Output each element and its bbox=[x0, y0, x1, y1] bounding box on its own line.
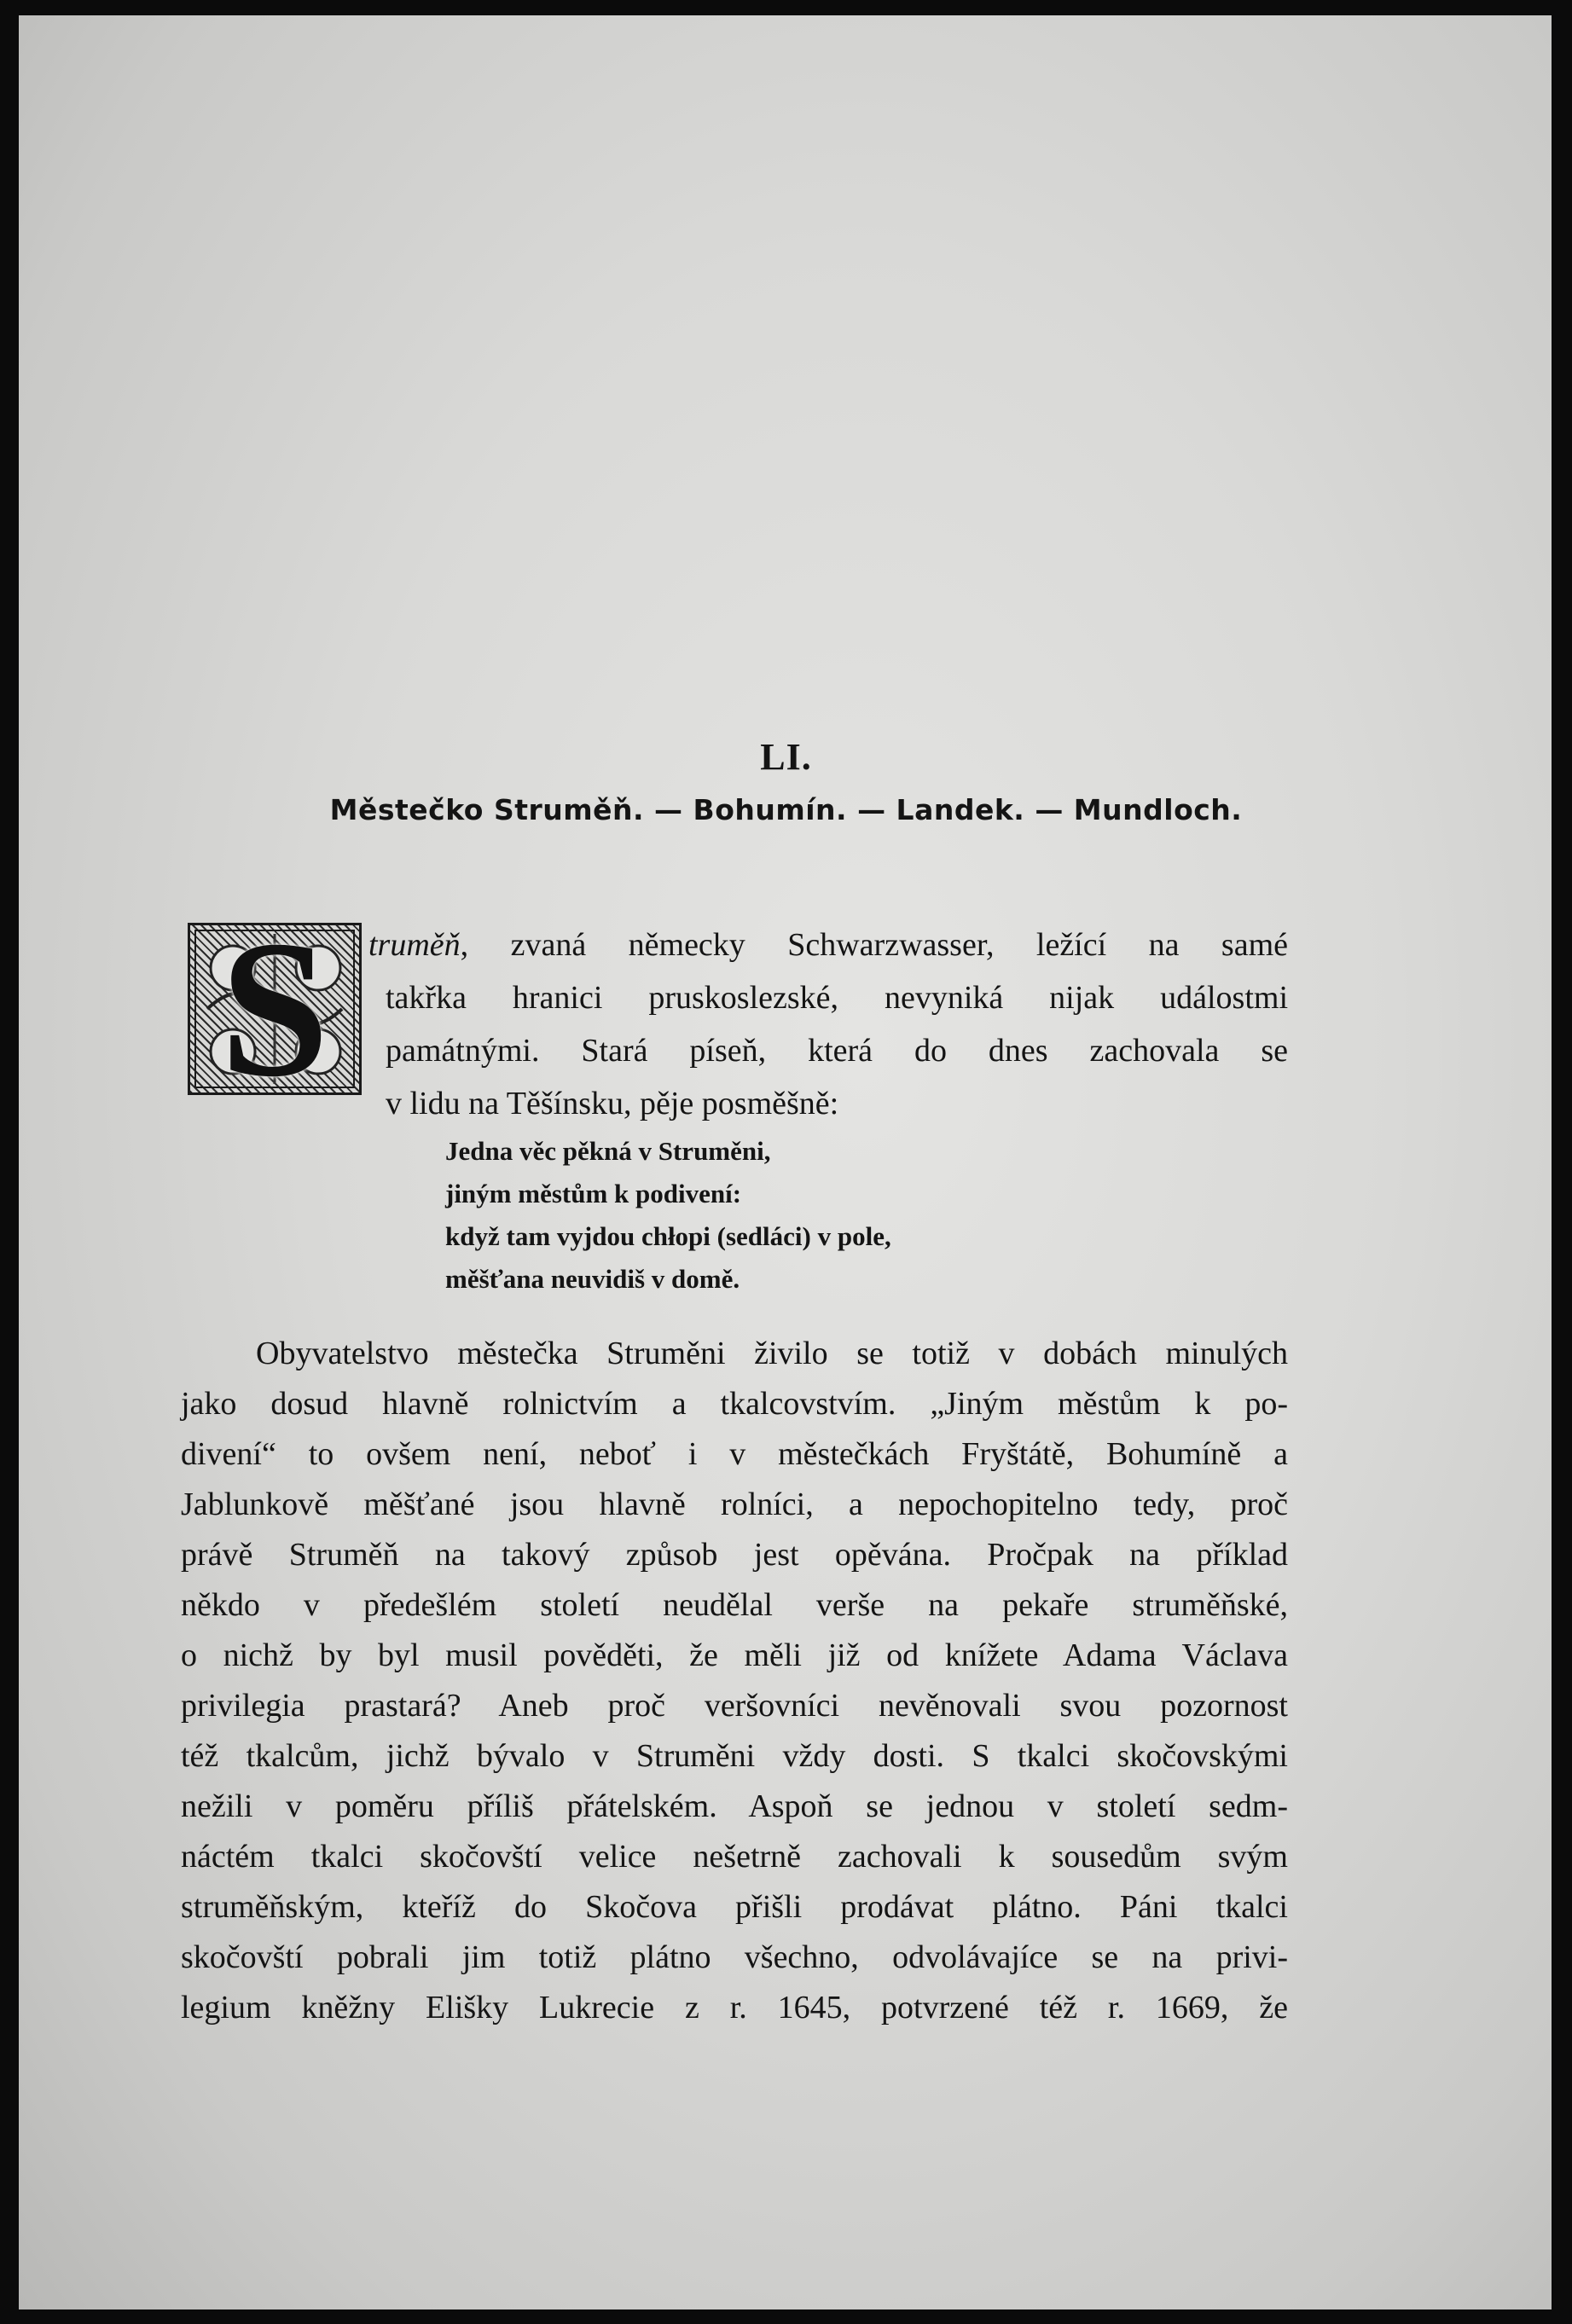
body-line: nežili v poměru příliš přátelském. Aspoň se jednou v století sedm- bbox=[181, 1788, 1288, 1824]
body-line: legium kněžny Elišky Lukrecie z r. 1645, potvrzené též r. 1669, že bbox=[181, 1990, 1288, 2026]
body-line: právě Struměň na takový způsob jest opěvána. Pročpak na příklad bbox=[181, 1537, 1288, 1573]
chapter-number: LI. bbox=[760, 736, 812, 778]
opening-line: památnými. Stará píseň, která do dnes zachovala se bbox=[386, 1033, 1288, 1069]
body-line: též tkalcům, jichž bývalo v Struměni vždy dosti. S tkalci skočovskými bbox=[181, 1738, 1288, 1774]
opening-line bbox=[368, 924, 1288, 965]
drop-cap-letter: S bbox=[220, 923, 329, 1095]
body-line: divení“ to ovšem není, neboť i v městečkách Fryštátě, Bohumíně a bbox=[181, 1436, 1288, 1472]
opening-first-line-rest: , zvaná německy Schwarzwasser, ležící na samé bbox=[460, 927, 1288, 963]
drop-cap-ornament bbox=[188, 923, 362, 1095]
chapter-subtitle: Městečko Struměň. — Bohumín. — Landek. — Mundloch. bbox=[329, 793, 1243, 826]
body-line: struměňským, kteříž do Skočova přišli prodávat plátno. Páni tkalci bbox=[181, 1889, 1288, 1925]
verse-line: jiným městům k podivení: bbox=[445, 1179, 742, 1208]
opening-line: v lidu na Těšínsku, pěje posměšně: bbox=[386, 1086, 839, 1121]
opening-line: takřka hranici pruskoslezské, nevyniká nijak událostmi bbox=[386, 980, 1288, 1016]
verse-line: měšťana neuvidiš v domě. bbox=[445, 1264, 740, 1294]
body-line: náctém tkalci skočovští velice nešetrně zachovali k sousedům svým bbox=[181, 1839, 1288, 1875]
body-line: privilegia prastará? Aneb proč veršovníci nevěnovali svou pozornost bbox=[181, 1688, 1288, 1724]
verse-line: Jedna věc pěkná v Struměni, bbox=[445, 1136, 771, 1166]
body-line: jako dosud hlavně rolnictvím a tkalcovstvím. „Jiným městům k po- bbox=[181, 1386, 1288, 1422]
opening-first-word: truměň bbox=[368, 927, 461, 963]
body-line: někdo v předešlém století neudělal verše na pekaře struměňské, bbox=[181, 1587, 1288, 1623]
body-line: Obyvatelstvo městečka Struměni živilo se totiž v dobách minulých bbox=[256, 1336, 1288, 1371]
body-line: Jablunkově měšťané jsou hlavně rolníci, a nepochopitelno tedy, proč bbox=[181, 1487, 1288, 1522]
body-line: skočovští pobrali jim totiž plátno všechno, odvolávajíce se na privi- bbox=[181, 1939, 1288, 1975]
verse-line: když tam vyjdou chłopi (sedláci) v pole, bbox=[445, 1221, 891, 1251]
body-line: o nichž by byl musil pověděti, že měli již od knížete Adama Václava bbox=[181, 1637, 1288, 1673]
